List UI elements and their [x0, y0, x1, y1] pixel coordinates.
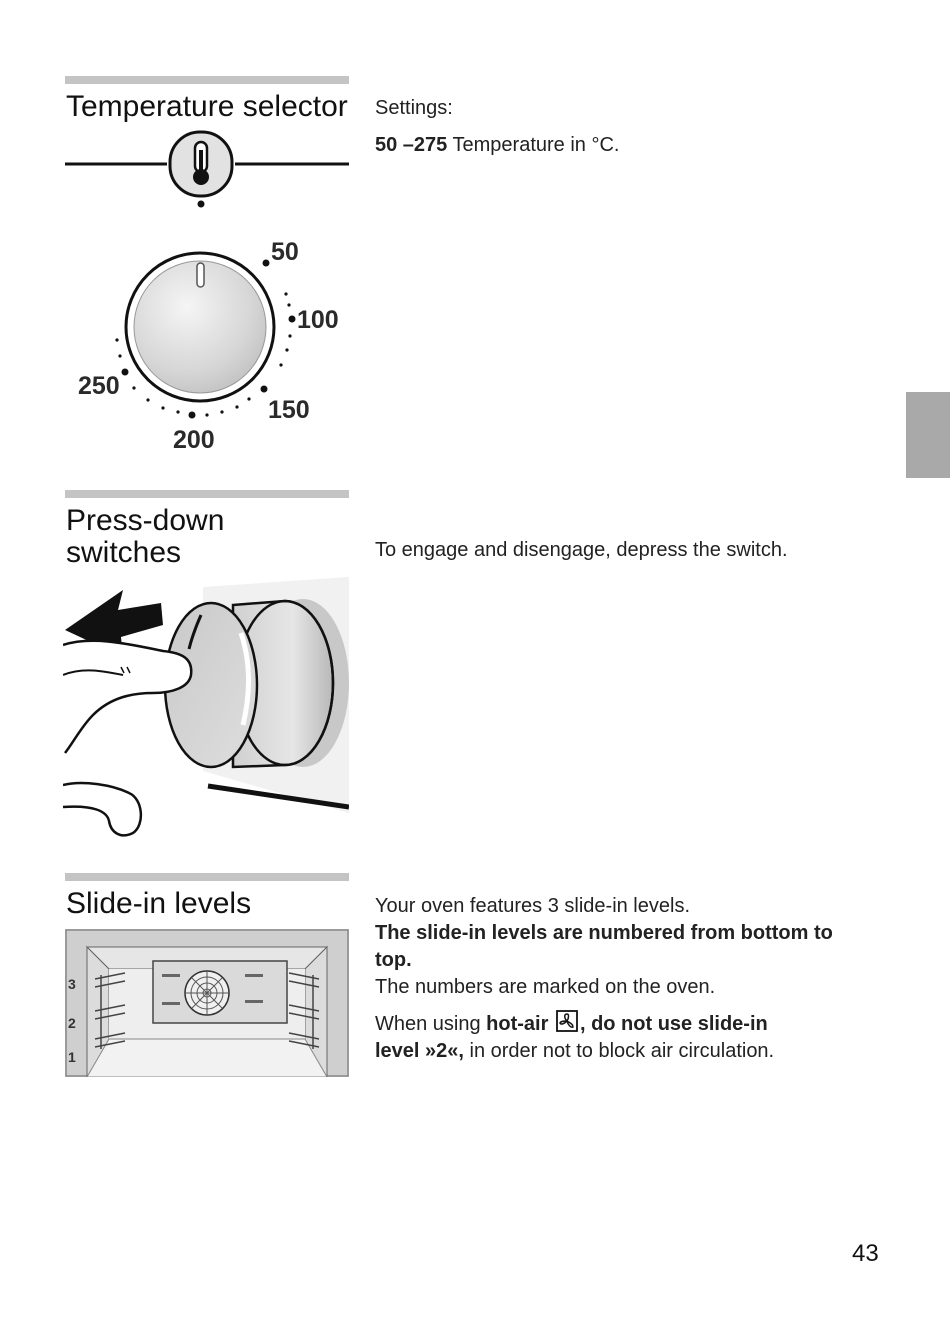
dial-label-50: 50 [271, 238, 299, 266]
temperature-range: 50 –275 [375, 134, 448, 156]
heading-slide-in-levels: Slide-in levels [66, 887, 252, 920]
side-thumb-tab [906, 392, 950, 478]
temperature-range-line [375, 132, 619, 159]
level-number-3: 3 [68, 976, 76, 992]
slidein-hotair-note: When using hot-air , do not use slide-in level »2«, in order not to block air circulation. [375, 1010, 774, 1065]
slidein-line3: The numbers are marked on the oven. [375, 976, 716, 998]
oven-interior-illustration [65, 929, 349, 1077]
pressdown-description: To engage and disengage, depress the switch. [375, 539, 788, 561]
temperature-range-desc: Temperature in °C. [452, 134, 620, 156]
page-number: 43 [852, 1240, 879, 1267]
slidein-line1: Your oven features 3 slide-in levels. [375, 895, 690, 917]
dial-label-250: 250 [78, 372, 120, 400]
settings-label: Settings: [375, 97, 453, 119]
heading-temperature-selector: Temperature selector [66, 90, 348, 123]
section-rule-temperature [65, 76, 349, 84]
level-number-2: 2 [68, 1015, 76, 1031]
press-down-switch-illustration [63, 575, 349, 840]
section-rule-pressdown [65, 490, 349, 498]
thermometer-icon [170, 132, 232, 196]
level-number-1: 1 [68, 1049, 76, 1065]
temperature-symbol-bar [62, 128, 352, 208]
heading-press-down-switches: Press-down switches [66, 504, 225, 569]
dial-label-100: 100 [297, 306, 339, 334]
temperature-dial [62, 222, 352, 462]
dial-label-150: 150 [268, 396, 310, 424]
dial-label-200: 200 [173, 426, 215, 454]
slidein-line2: The slide-in levels are numbered from bottom to top. [375, 922, 833, 971]
section-rule-slidein [65, 873, 349, 881]
hot-air-icon [556, 1010, 578, 1032]
